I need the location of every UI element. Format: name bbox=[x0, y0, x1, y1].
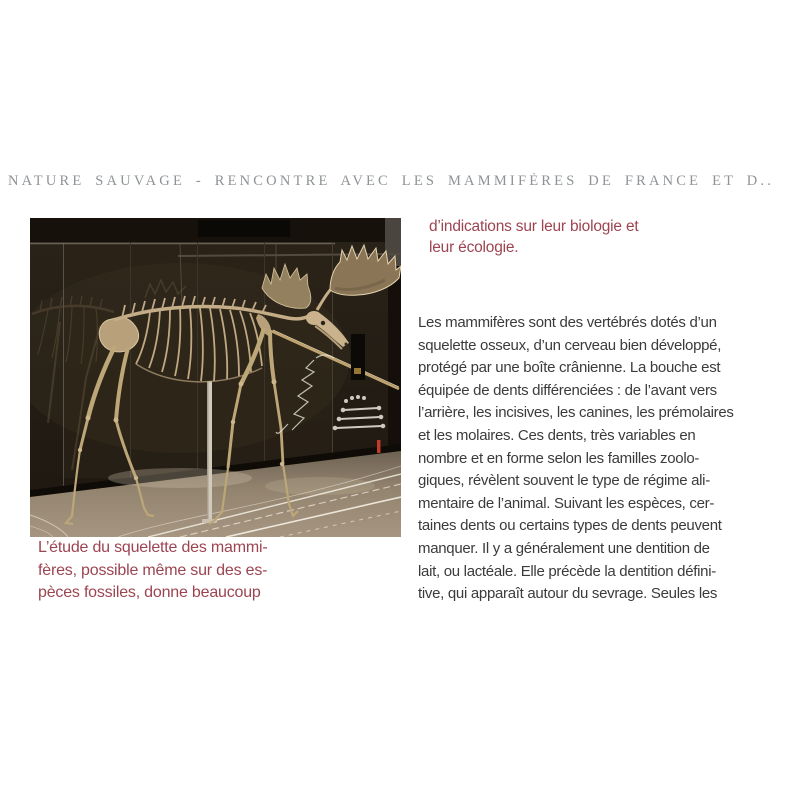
article-line: lait, ou lactéale. Elle précède la dentition défini- bbox=[418, 562, 716, 580]
article-line: giques, révèlent souvent le type de régime ali- bbox=[418, 472, 710, 490]
skeleton-photo-graphic bbox=[30, 218, 401, 537]
article-line: équipée de dents différenciées : de l’avant vers bbox=[418, 381, 717, 399]
photo-caption bbox=[38, 537, 368, 605]
article-line: et les molaires. Ces dents, très variables en bbox=[418, 426, 696, 444]
note-line: d’indications sur leur biologie et bbox=[429, 218, 639, 235]
pelvis-bone bbox=[99, 317, 138, 352]
article-line: mentaire de l’animal. Suivant les espèces, cer- bbox=[418, 494, 715, 512]
caption-line: fères, possible même sur des es- bbox=[38, 561, 268, 579]
article-line: tive, qui apparaît autour du sevrage. Seules les bbox=[418, 585, 718, 603]
nostril bbox=[345, 343, 348, 346]
article-text bbox=[418, 312, 796, 606]
article-line: Les mammifères sont des vertébrés dotés d’un bbox=[418, 314, 717, 331]
article-line: l’arrière, les incisives, les canines, les prémolaires bbox=[418, 404, 734, 422]
article-line: manquer. Il y a généralement une dentition de bbox=[418, 539, 710, 557]
skeleton-photo bbox=[30, 218, 401, 537]
eye-socket bbox=[321, 321, 325, 325]
article-line: protégé par une boîte crânienne. La bouche est bbox=[418, 359, 721, 377]
note-line: leur écologie. bbox=[429, 238, 519, 256]
article-line: squelette osseux, d’un cerveau bien développé, bbox=[418, 336, 722, 354]
wall-plaque bbox=[351, 334, 365, 380]
emergency-light bbox=[377, 440, 381, 453]
caption-line: L’étude du squelette des mammi- bbox=[38, 539, 268, 556]
page-header-title: NATURE SAUVAGE - RENCONTRE AVEC LES MAMMIFÈRES DE FRANCE ET D.. bbox=[8, 173, 775, 189]
margin-note bbox=[429, 217, 769, 258]
article-line: taines dents ou certains types de dents peuvent bbox=[418, 517, 722, 535]
article-line: nombre et en forme selon les familles zoolo- bbox=[418, 449, 700, 467]
caption-line: pèces fossiles, donne beaucoup bbox=[38, 584, 261, 601]
